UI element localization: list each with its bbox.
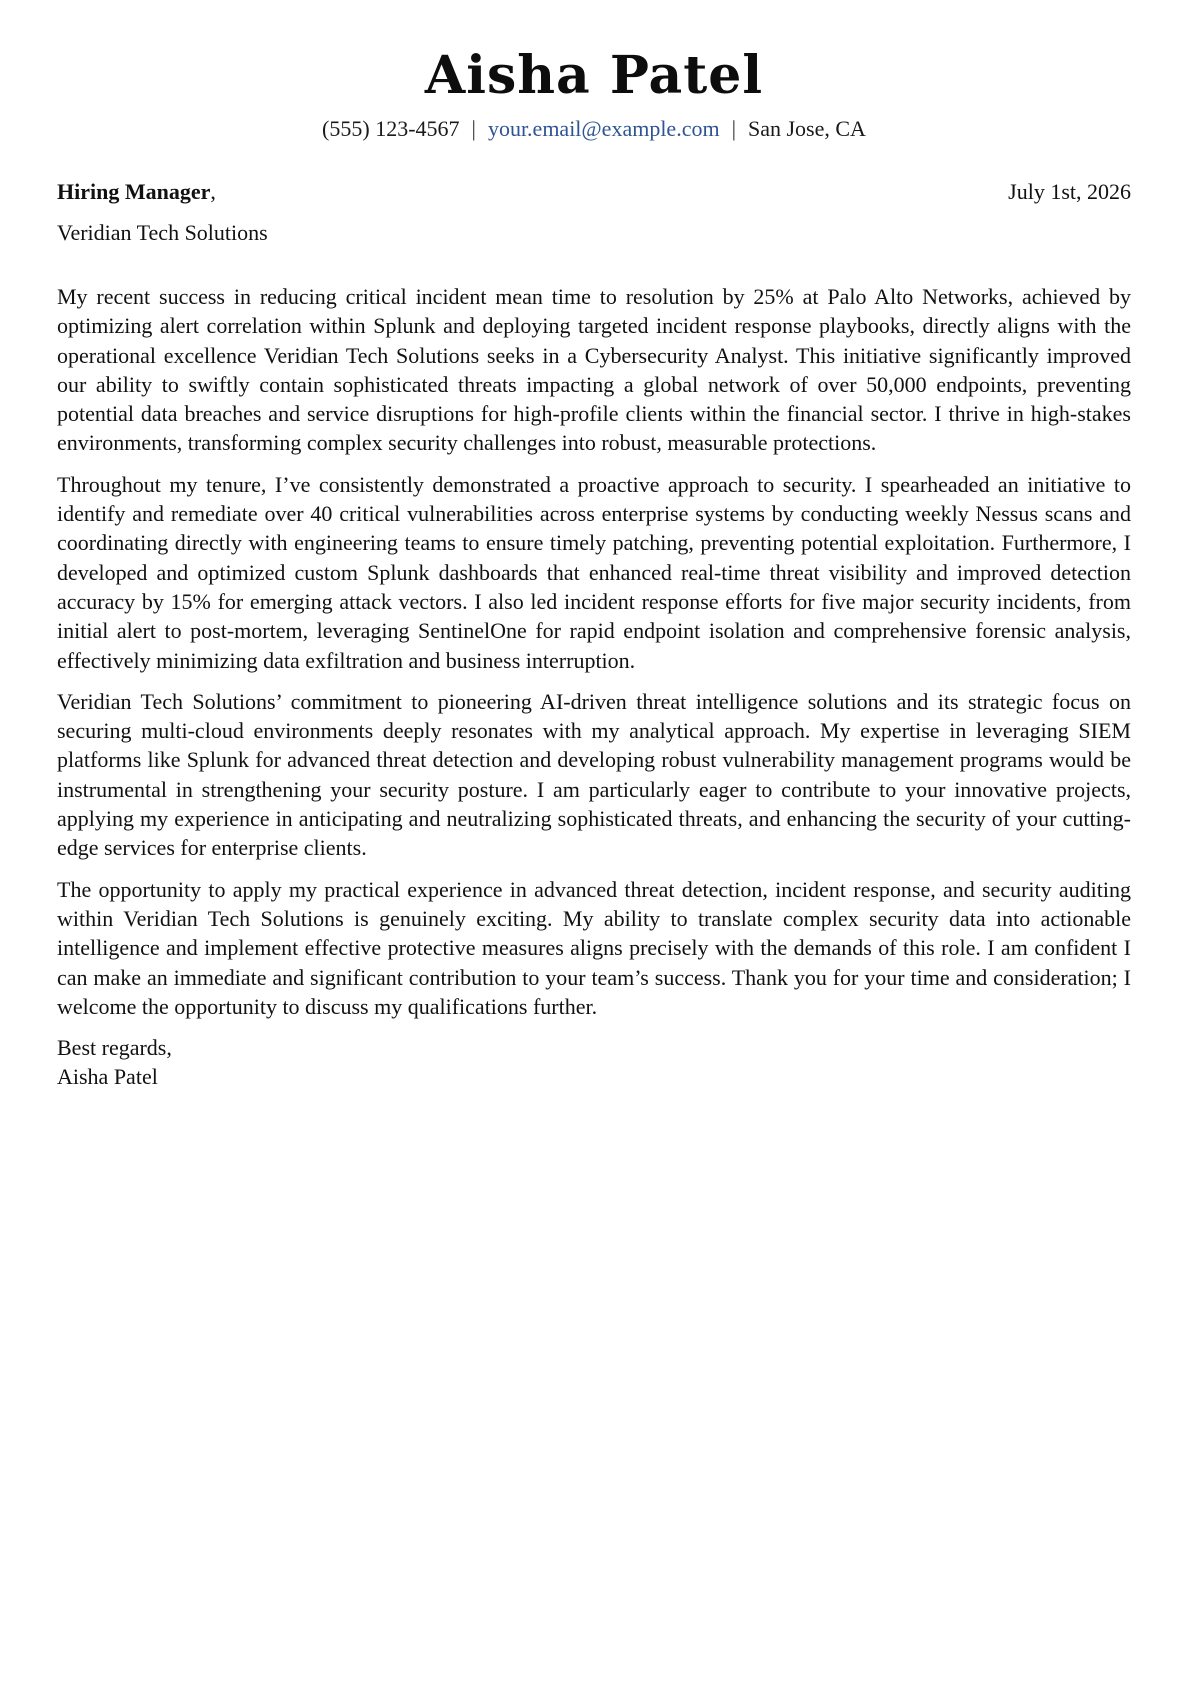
letter-body	[57, 282, 1131, 1092]
body-paragraph: Throughout my tenure, I’ve consistently demonstrated a proactive approach to security. I spearheaded an initiative to identify and remediate over 40 critical vulnerabilities across enterprise systems by conducting weekly Nessus scans and coordinating directly with engineering teams to ensure timely patching, preventing potential exploitation. Furthermore, I developed and optimized custom Splunk dashboards that enhanced real-time threat visibility and improved detection accuracy by 15% for emerging attack vectors. I also led incident response efforts for five major security incidents, from initial alert to post-mortem, leveraging SentinelOne for rapid endpoint isolation and comprehensive forensic analysis, effectively minimizing data exfiltration and business interruption.	[57, 471, 1131, 673]
letter-date: July 1st, 2026	[1008, 179, 1131, 204]
phone-number: (555) 123-4567	[322, 116, 460, 141]
recipient-comma: ,	[210, 179, 216, 204]
signature-name: Aisha Patel	[57, 1064, 158, 1090]
recipient-name: Hiring Manager	[57, 179, 211, 204]
company-name: Veridian Tech Solutions	[57, 220, 268, 245]
contact-separator: |	[471, 116, 476, 141]
body-paragraph: The opportunity to apply my practical experience in advanced threat detection, incident response, and security auditing within Veridian Tech Solutions is genuinely exciting. My ability to translate complex security data into actionable intelligence and implement effective protective measures aligns precisely with the demands of this role. I am confident I can make an immediate and significant contribution to your team’s success. Thank you for your time and consideration; I welcome the opportunity to discuss my qualifications further.	[57, 876, 1131, 1019]
email-link[interactable]: your.email@example.com	[487, 116, 720, 141]
location: San Jose, CA	[747, 116, 866, 141]
closing-block	[57, 1033, 1131, 1092]
body-paragraph: My recent success in reducing critical incident mean time to resolution by 25% at Palo Alto Networks, achieved by optimizing alert correlation within Splunk and deploying targeted incident response playbooks, directly aligns with the operational excellence Veridian Tech Solutions seeks in a Cybersecurity Analyst. This initiative significantly improved our ability to swiftly contain sophisticated threats impacting a global network of over 50,000 endpoints, preventing potential data breaches and service disruptions for high-profile clients within the financial sector. I thrive in high-stakes environments, transforming complex security challenges into robust, measurable protections.	[57, 284, 1131, 456]
contact-separator: |	[731, 116, 736, 141]
contact-line	[57, 114, 1131, 144]
applicant-name: Aisha Patel	[424, 45, 764, 106]
closing-salutation: Best regards,	[57, 1035, 172, 1061]
recipient-line	[57, 177, 216, 207]
body-paragraph: Veridian Tech Solutions’ commitment to pioneering AI-driven threat intelligence solutions and its strategic focus on securing multi-cloud environments deeply resonates with my analytical approach. My expertise in leveraging SIEM platforms like Splunk for advanced threat detection and developing robust vulnerability management programs would be instrumental in strengthening your security posture. I am particularly eager to contribute to your innovative projects, applying my experience in anticipating and neutralizing sophisticated threats, and enhancing the security of your cutting-edge services for enterprise clients.	[57, 688, 1131, 861]
